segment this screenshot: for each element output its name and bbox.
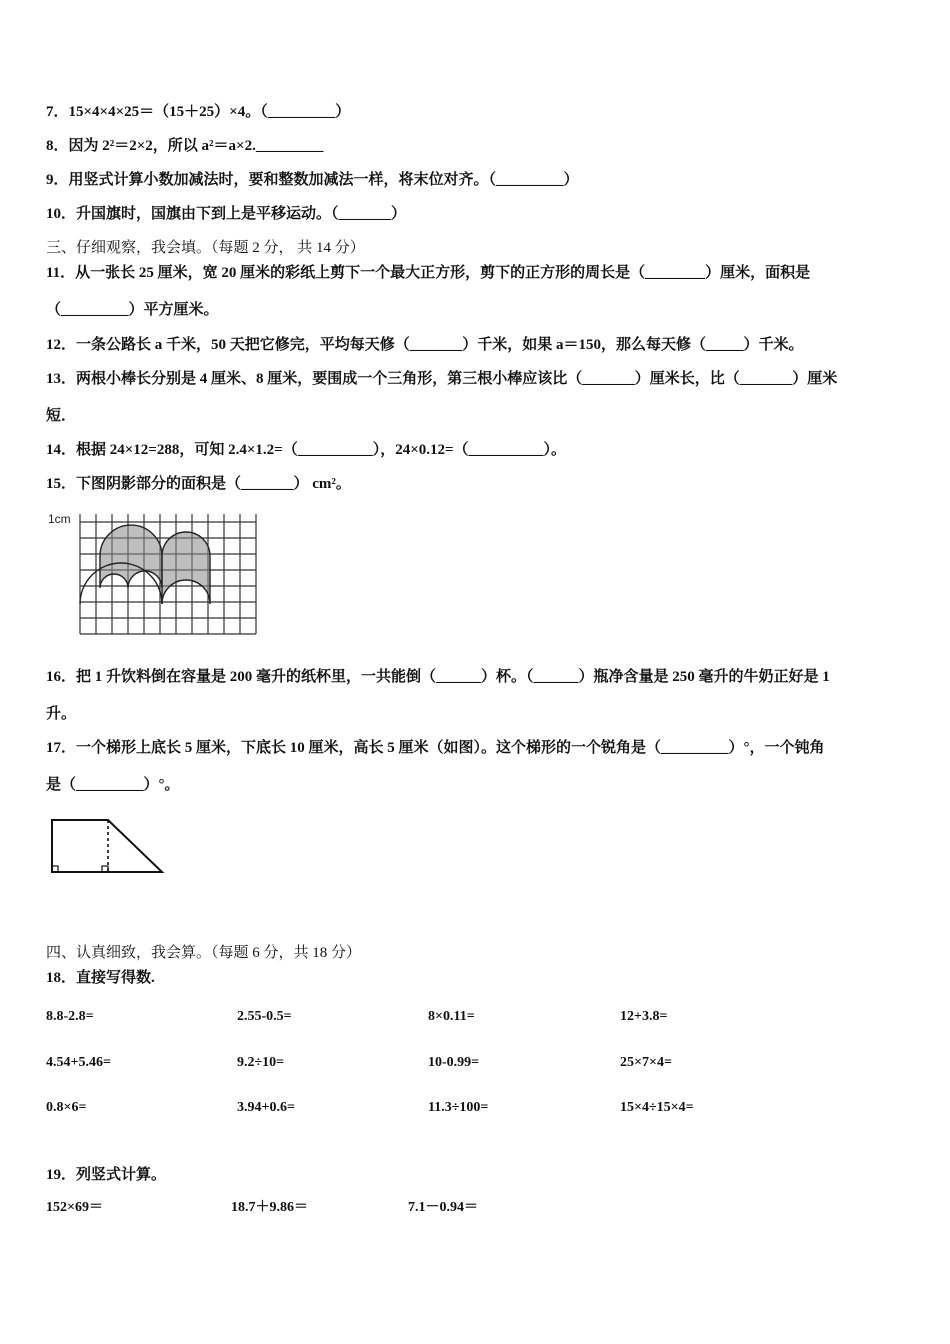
calc-item: 8.8-2.8= — [46, 1009, 94, 1024]
calc-item: 12+3.8= — [620, 1009, 668, 1024]
question-17-line2: 是（_________）°。 — [46, 777, 180, 793]
calc-item: 25×7×4= — [620, 1055, 672, 1070]
calc-item: 0.8×6= — [46, 1100, 87, 1115]
calc-item: 15×4÷15×4= — [620, 1100, 694, 1115]
question-16-line1: 16．把 1 升饮料倒在容量是 200 毫升的纸杯里，一共能倒（______）杯。（______）瓶净含量是 250 毫升的牛奶正好是 1 — [46, 669, 830, 685]
calc-item: 3.94+0.6= — [237, 1100, 295, 1115]
question-17-line1: 17．一个梯形上底长 5 厘米，下底长 10 厘米，高长 5 厘米（如图）。这个梯形的一个锐角是（_________）°，一个钝角 — [46, 740, 825, 756]
question-13-line2: 短． — [46, 408, 77, 424]
vertical-calc-item: 152×69＝ — [46, 1200, 103, 1215]
question-9: 9．用竖式计算小数加减法时，要和整数加减法一样，将末位对齐。（_________） — [46, 172, 579, 188]
calc-item: 2.55-0.5= — [237, 1009, 292, 1024]
section-3-heading: 三、仔细观察，我会填。（每题 2 分， 共 14 分） — [46, 240, 365, 256]
vertical-calc-item: 18.7＋9.86＝ — [231, 1200, 308, 1215]
question-11-line2: （_________）平方厘米。 — [46, 302, 219, 318]
question-14: 14．根据 24×12=288，可知 2.4×1.2=（__________），24×0.12=（__________）。 — [46, 442, 567, 458]
question-7: 7．15×4×4×25＝（15＋25）×4。（_________） — [46, 104, 351, 120]
unit-label: 1cm — [48, 512, 71, 526]
calc-item: 4.54+5.46= — [46, 1055, 111, 1070]
question-16-line2: 升。 — [46, 706, 77, 722]
calc-item: 11.3÷100= — [428, 1100, 489, 1115]
question-11-line1: 11．从一张长 25 厘米，宽 20 厘米的彩纸上剪下一个最大正方形，剪下的正方形的周长是（________）厘米，面积是 — [46, 265, 811, 281]
vertical-calc-item: 7.1－0.94＝ — [408, 1200, 478, 1215]
question-18: 18．直接写得数. — [46, 970, 155, 986]
question-10: 10．升国旗时，国旗由下到上是平移运动。（_______） — [46, 206, 407, 222]
question-8: 8．因为 2²＝2×2，所以 a²＝a×2._________ — [46, 138, 324, 154]
trapezoid-figure — [44, 812, 174, 882]
calc-item: 8×0.11= — [428, 1009, 475, 1024]
question-15: 15．下图阴影部分的面积是（_______） cm²。 — [46, 476, 351, 492]
question-12: 12．一条公路长 a 千米，50 天把它修完，平均每天修（_______）千米，如果 a＝150，那么每天修（_____）千米。 — [46, 337, 804, 353]
calc-item: 9.2÷10= — [237, 1055, 285, 1070]
question-19: 19．列竖式计算。 — [46, 1167, 167, 1183]
grid-figure — [46, 508, 268, 640]
calc-item: 10-0.99= — [428, 1055, 480, 1070]
shaded-shape — [80, 525, 210, 604]
question-13-line1: 13．两根小棒长分别是 4 厘米、8 厘米，要围成一个三角形，第三根小棒应该比（_______）厘米长，比（_______）厘米 — [46, 371, 838, 387]
section-4-heading: 四、认真细致，我会算。（每题 6 分，共 18 分） — [46, 945, 362, 961]
